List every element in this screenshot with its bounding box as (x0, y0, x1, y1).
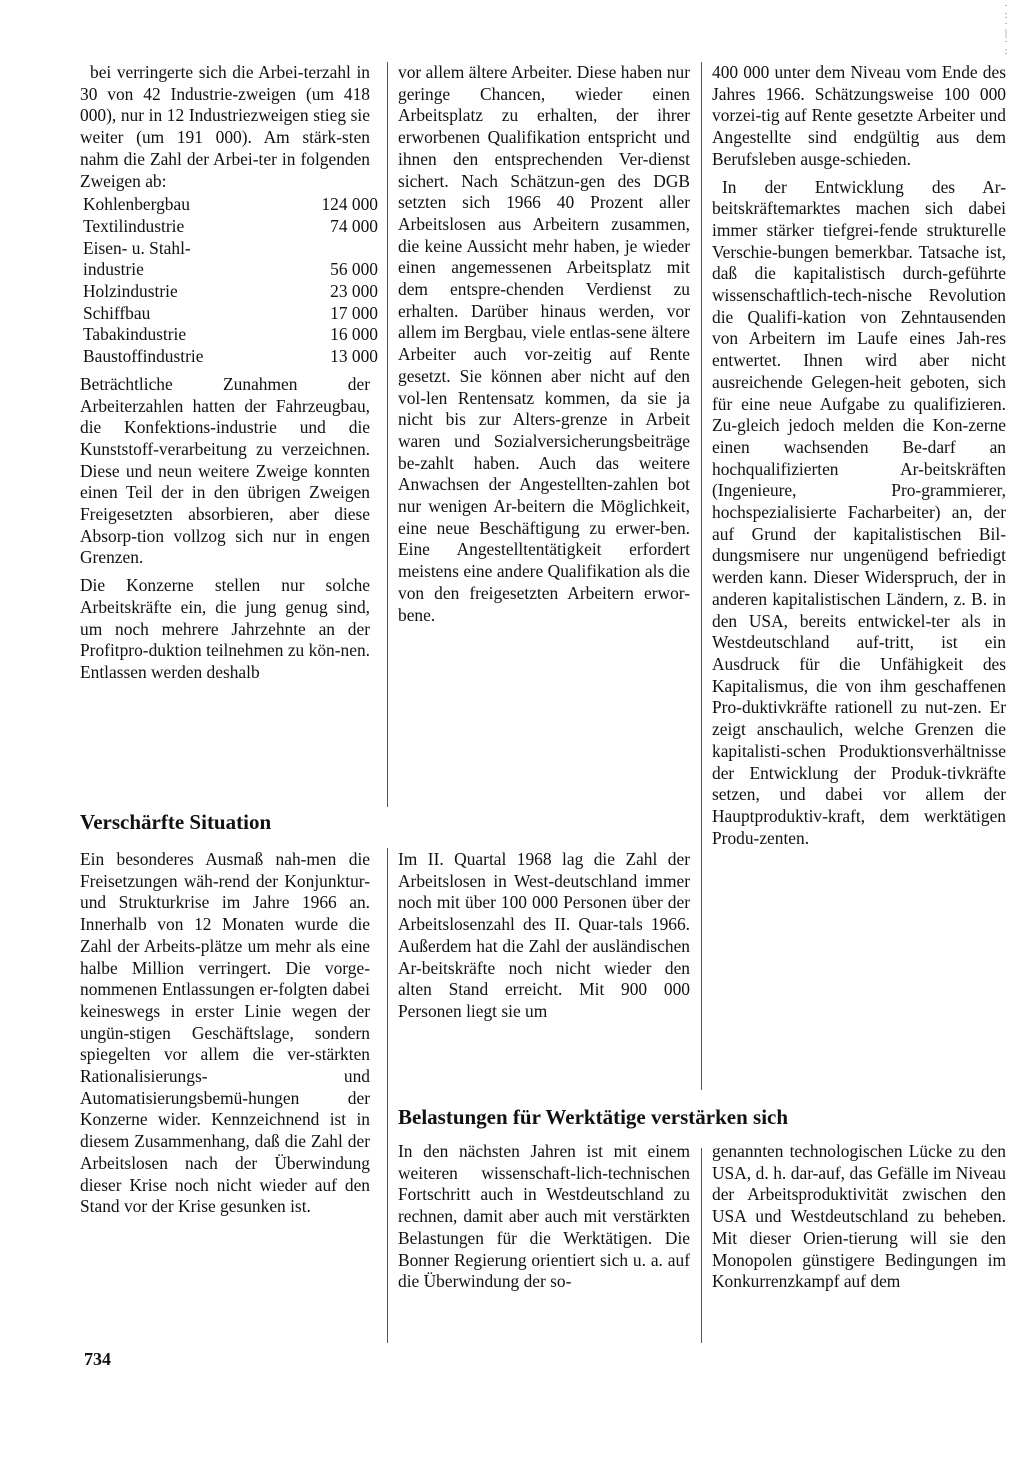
col3-paragraph-2: In der Entwicklung des Ar-beitskräftemarktes machen sich dabei immer stärker tiefgrei-fende strukturelle Verschie-bungen bemerkbar. Tatsache ist, daß die kapitalistisch durch-geführte wissenschaftlich-tech-nische Revolution die Qualifi-kation von Zehntausenden von Arbeitern im Laufe eines Jah-res entwertet. Ihnen wird aber nicht ausreichende Gelegen-heit geboten, sich für eine neue Aufgabe zu qualifizieren. Zu-gleich jedoch melden die Kon-zerne einen wachsenden Be-darf an hochqualifizierten Ar-beitskräften (Ingenieure, Pro-grammierer, hochspezialisierte Facharbeiter) an, der auf Grund der kapitalistischen Bil-dungsmisere nur ungenügend befriedigt werden kann. Dieser Widerspruch, der in anderen kapitalistischen Ländern, z. B. in den USA, bereits entwickel-ter als in Westdeutschland auf-tritt, ist ein Ausdruck für die Unfähigkeit des Kapitalismus, die von ihm geschaffenen Pro-duktivkräfte rationell zu nut-zen. Er zeigt anschaulich, welche Grenzen die kapitalisti-schen Produktionsverhältnisse der Entwicklung der Produk-tivkräfte setzen, und dabei vor allem der Hauptproduktiv-kraft, dem werktätigen Produ-zenten. (712, 176, 1006, 848)
table-branch-name: Kohlenbergbau (83, 194, 190, 215)
table-row (83, 281, 378, 303)
column-rule-4 (701, 1148, 702, 1343)
decline-table (83, 194, 378, 368)
table-branch-value: 124 000 (321, 194, 378, 215)
table-branch-name: Textilindustrie (83, 215, 185, 236)
column-3-top (712, 62, 1006, 849)
column-rule-1 (387, 62, 388, 807)
heading-belastungen: Belastungen für Werktätige verstärken sich (398, 1105, 789, 1129)
column-2-bottom (398, 1141, 690, 1293)
table-branch-value (284, 238, 378, 260)
column-2-top (398, 62, 690, 626)
col1-paragraph-3: Die Konzerne stellen nur solche Arbeitskräfte ein, die jung genug sind, um noch mehrere Jahrzehnte an der Profitpro-duktion teilnehmen zu kön-nen. Entlassen werden deshalb (80, 575, 370, 682)
table-branch-name: Schiffbau (83, 302, 151, 323)
table-row (83, 216, 378, 238)
table-row (83, 303, 378, 325)
column-2-middle (398, 849, 690, 1023)
col2-paragraph-2: Im II. Quartal 1968 lag die Zahl der Arbeitslosen in West-deutschland immer noch mit über 100 000 Personen über der Arbeitslosenzahl des II. Quar-tals 1966. Außerdem hat die Zahl der ausländischen Ar-beitskräfte noch nicht wieder den alten Stand erreicht. Mit 900 000 Personen liegt sie um (398, 849, 690, 1021)
heading-verschaerfte-situation: Verschärfte Situation (80, 810, 272, 834)
table-row (83, 238, 378, 260)
col1-paragraph-4: Ein besonderes Ausmaß nah-men die Freisetzungen wäh-rend der Konjunktur- und Strukturkrise im Jahre 1966 an. Innerhalb von 12 Monaten wurde die Zahl der Arbeits-plätze um mehr als eine halbe Million verringert. Die vorge-nommenen Entlassungen er-folgten dabei keineswegs in erster Linie wegen der ungün-stigen Geschäftslage, sondern spiegelten vor allem die ver-stärkten Rationalisierungs- und Automatisierungsbemü-hungen der Konzerne wider. Kennzeichnend ist in diesem Zusammenhang, daß die Zahl der Arbeitslosen nach der Überwindung dieser Krise noch nicht wieder auf den Stand vor der Krise gesunken ist. (80, 849, 370, 1217)
table-branch-value: 56 000 (330, 259, 378, 280)
column-rule-3 (701, 62, 702, 1090)
col2-paragraph-1: vor allem ältere Arbeiter. Diese haben nur geringe Chancen, wieder einen Arbeitsplatz zu erhalten, der ihrer erworbenen Qualifikation entspricht und ihnen den entsprechenden Ver-dienst sichert. Nach Schätzun-gen des DGB setzten sich 1966 40 Prozent aller Arbeitslosen aus Arbeitern zusammen, die keine Aussicht mehr haben, je wieder einen angemessenen Arbeitsplatz mit dem entspre-chenden Verdienst zu erhalten. Darüber hinaus werden, vor allem im Bergbau, viele entlas-sene ältere Arbeiter auch vor-zeitig auf Rente gesetzt. Sie können aber nicht auf den vol-len Rentensatz kommen, da sie ja nicht bis zur Alters-grenze in Arbeit waren und Sozialversicherungsbeiträge be-zahlt haben. Auch das weitere Anwachsen der Angestellten-zahlen bot nur wenigen Ar-beitern die Möglichkeit, eine neue Beschäftigung zu erwer-ben. Eine Angestelltentätigkeit erfordert meistens eine andere Qualifikation als die von den freigesetzten Arbeitern erwor-bene. (398, 62, 690, 625)
col2-paragraph-3: In den nächsten Jahren ist mit einem weiteren wissenschaft-lich-technischen Fortschritt auch in Westdeutschland zu rechnen, damit aber auch mit verstärkten Belastungen für die Werktätigen. Die Bonner Regierung orientiert sich u. a. auf die Überwindung der so- (398, 1141, 690, 1292)
table-row (83, 259, 378, 281)
table-branch-name: Baustoffindustrie (83, 346, 204, 367)
table-branch-value: 16 000 (330, 324, 378, 345)
col1-paragraph-2: Beträchtliche Zunahmen der Arbeiterzahlen hatten der Fahrzeugbau, die Konfektions-industrie und die Kunststoff-verarbeitung zu verzeichnen. Diese und neun weitere Zweige konnten einen Teil der in den übrigen Zweigen Freigesetzten absorbieren, aber diese Absorp-tion vollzog sich nur in engen Grenzen. (80, 373, 370, 568)
column-1-bottom (80, 849, 370, 1218)
table-branch-value: 74 000 (330, 215, 378, 236)
table-branch-value: 13 000 (330, 346, 378, 367)
table-branch-name: Holzindustrie (83, 281, 178, 302)
column-3-bottom (712, 1141, 1006, 1293)
table-branch-value: 23 000 (330, 281, 378, 302)
table-row (83, 194, 378, 216)
table-branch-name: Eisen- u. Stahl- (83, 237, 191, 258)
page-number: 734 (84, 1349, 111, 1369)
table-branch-name: Tabakindustrie (83, 324, 187, 345)
column-1-top (80, 62, 378, 684)
column-rule-2 (387, 848, 388, 1343)
col3-paragraph-3: genannten technologischen Lücke zu den USA, d. h. dar-auf, das Gefälle im Niveau der Arbeitsproduktivität zwischen den USA und Westdeutschland zu beheben. Mit dieser Orien-tierung will sie den Monopolen günstigere Bedingungen im Konkurrenzkampf auf dem (712, 1141, 1006, 1292)
table-row (83, 324, 378, 346)
col1-paragraph-1: bei verringerte sich die Arbei-terzahl in 30 von 42 Industrie-zweigen (um 418 000), nur in 12 Industriezweigen stieg sie weiter (um 191 000). Am stärk-sten nahm die Zahl der Arbei-ter in folgenden Zweigen ab: (80, 62, 370, 191)
col3-paragraph-1: 400 000 unter dem Niveau vom Ende des Jahres 1966. Schätzungsweise 100 000 vorzei-tig auf Rente gesetzte Arbeiter und Angestellte sind endgültig aus dem Berufsleben ausge-schieden. (712, 62, 1006, 169)
table-branch-value: 17 000 (330, 302, 378, 323)
table-branch-name: industrie (83, 259, 144, 280)
margin-scan-mark: · : · | · : (1004, 1, 1008, 57)
table-row (83, 346, 378, 368)
